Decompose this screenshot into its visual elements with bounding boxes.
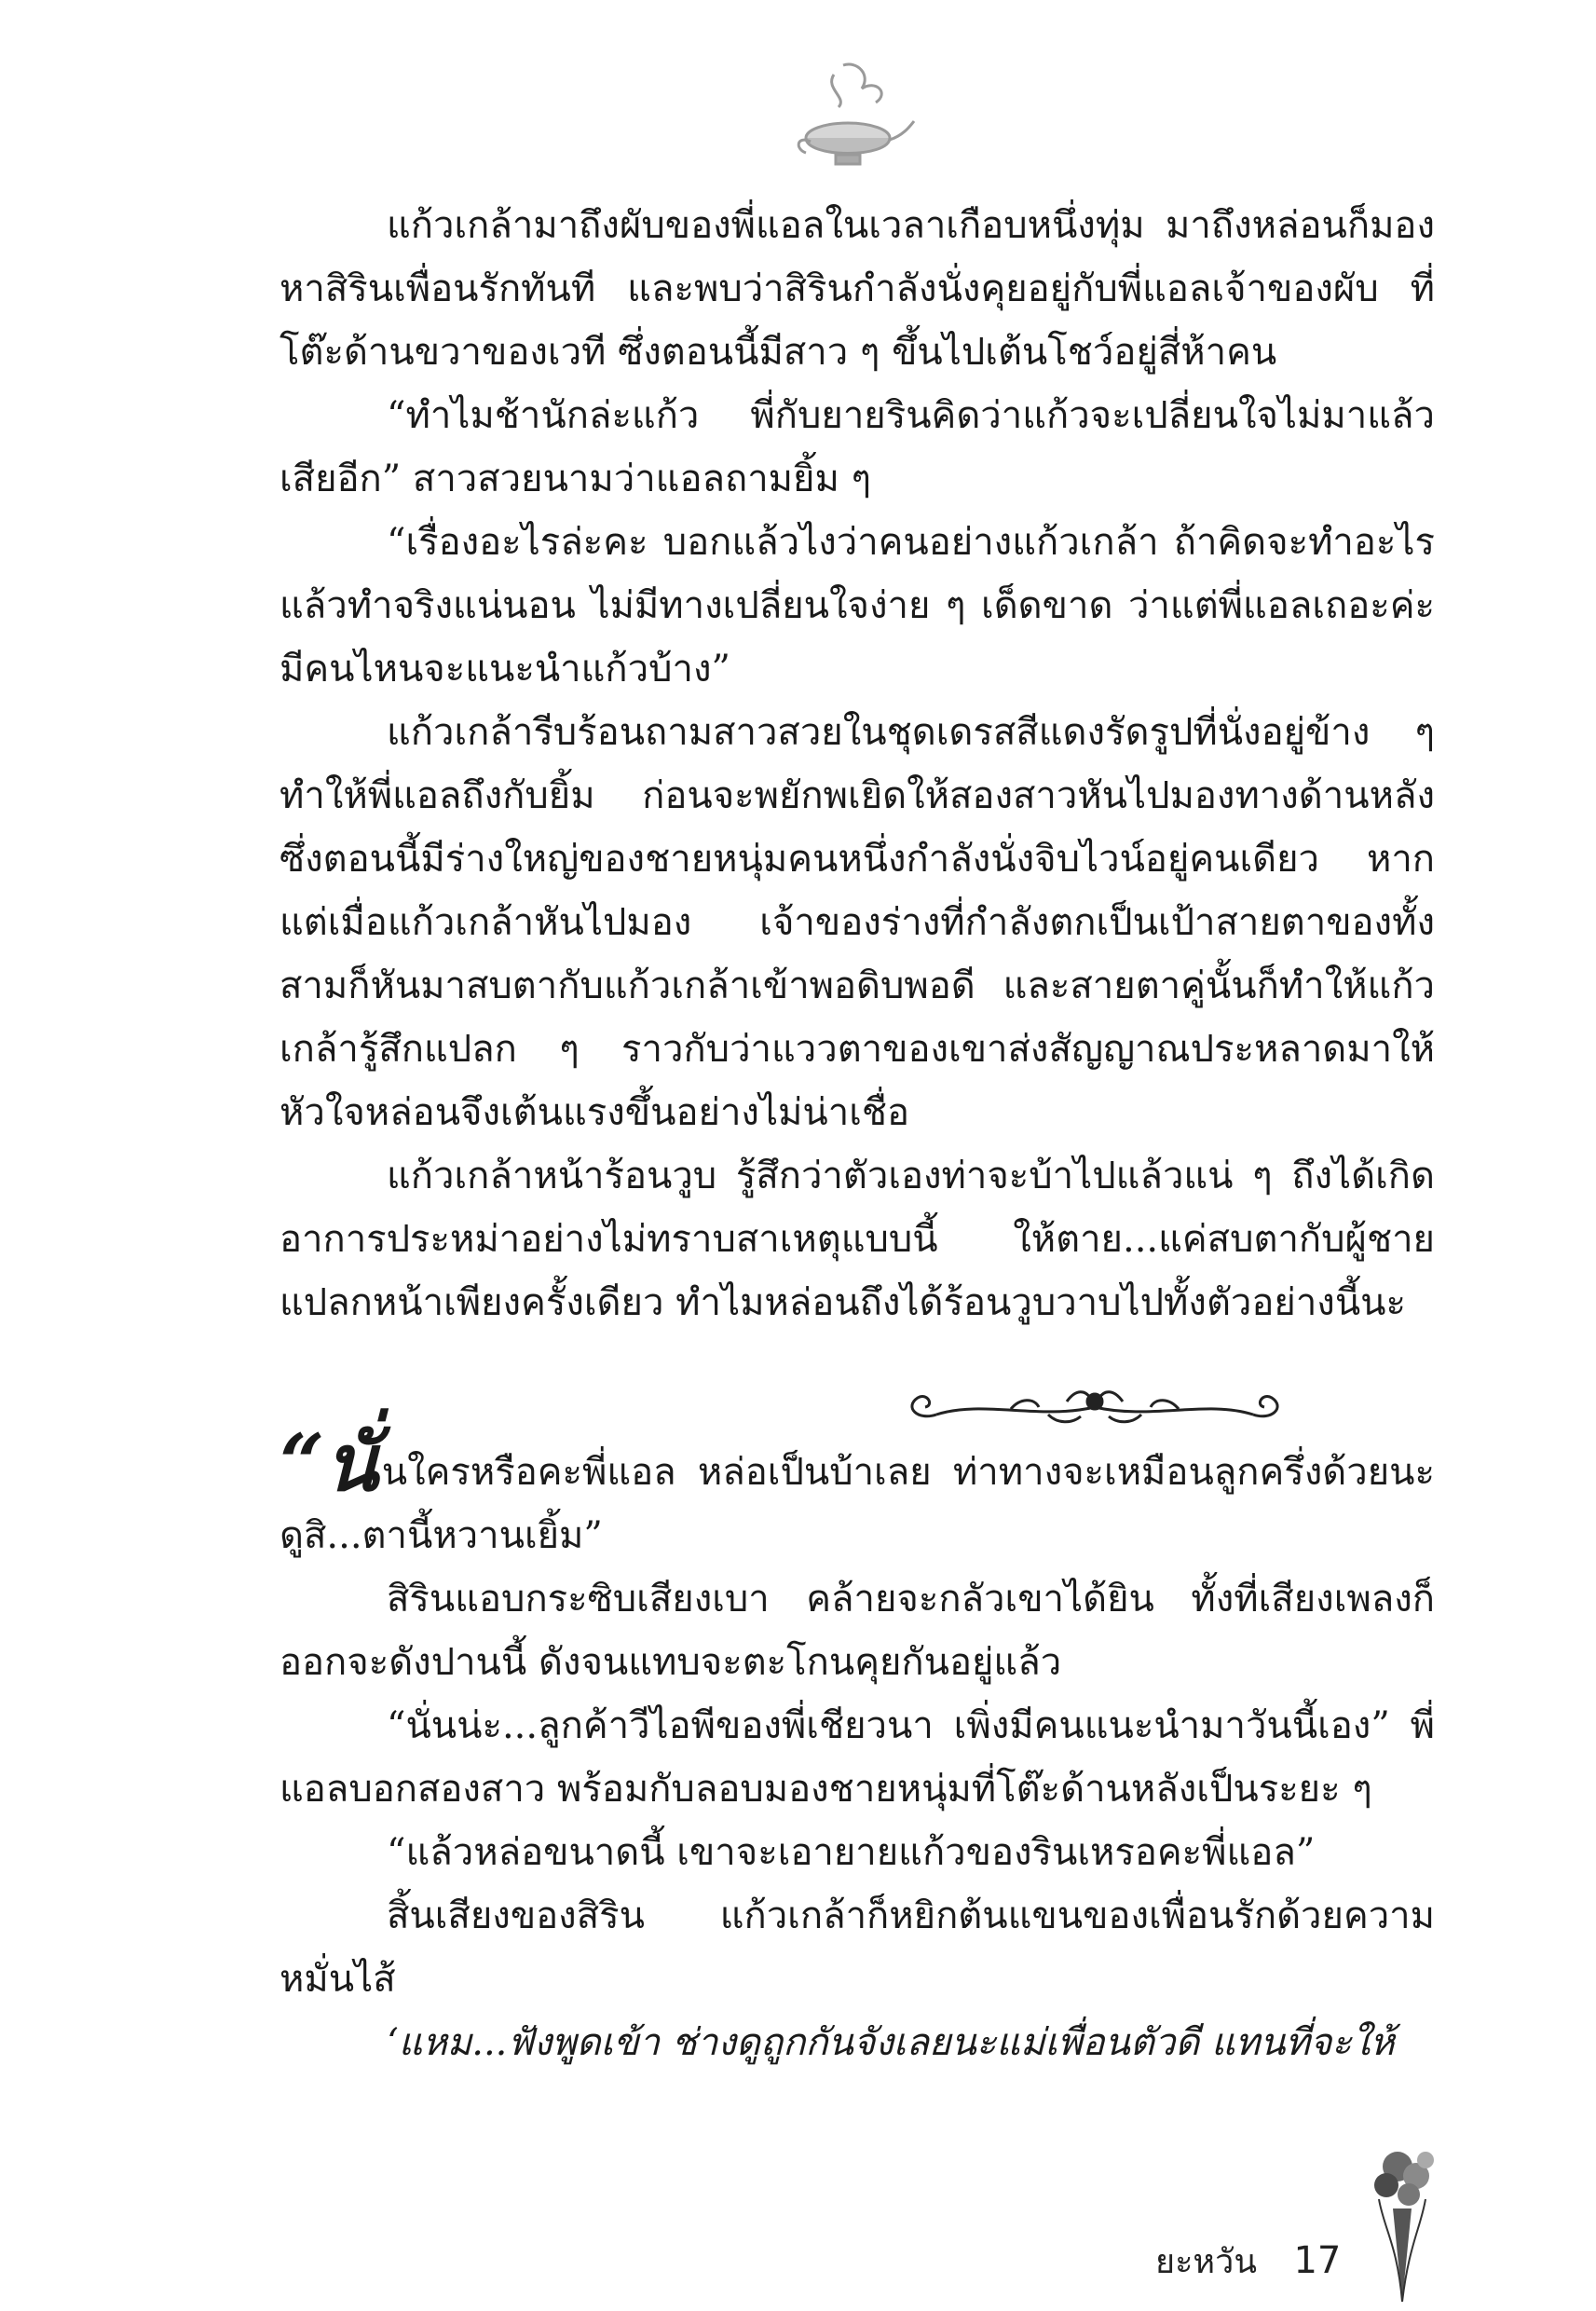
paragraph: แก้วเกล้ารีบร้อนถามสาวสวยในชุดเดรสสีแดงรัดรูปที่นั่งอยู่ข้าง ๆ ทำให้พี่แอลถึงกับยิ้ม ก่อนจะพยักพเยิดให้สองสาวหันไปมองทางด้านหลัง ซึ่งตอนนี้มีร่างใหญ่ของชายหนุ่มคนหนึ่งกำลังนั่งจิบไวน์อยู่คนเดียว หากแต่เมื่อแก้วเกล้าหันไปมอง เจ้าของร่างที่กำลังตกเป็นเป้าสายตาของทั้งสามก็หันมาสบตากับแก้วเกล้าเข้าพอดิบพอดี และสายตาคู่นั้นก็ทำให้แก้วเกล้ารู้สึกแปลก ๆ ราวกับว่าแววตาของเขาส่งสัญญาณประหลาดมาให้ หัวใจหล่อนจึงเต้นแรงขึ้นอย่างไม่น่าเชื่อ (280, 711, 1435, 1134)
paragraph-italic: ‘แหม...ฟังพูดเข้า ช่างดูถูกกันจังเลยนะแม่เพื่อนตัวดี แทนที่จะให้ (387, 2021, 1395, 2064)
page-number: 17 (1293, 2239, 1342, 2282)
paragraph: “แล้วหล่อขนาดนี้ เขาจะเอายายแก้วของรินเหรอคะพี่แอล” (387, 1831, 1316, 1874)
flower-bouquet-icon (1360, 2143, 1444, 2306)
paragraph: “นั่นน่ะ...ลูกค้าวีไอพีของพี่เชียวนา เพิ่งมีคนแนะนำมาวันนี้เอง” พี่แอลบอกสองสาว พร้อมกับลอบมองชายหนุ่มที่โต๊ะด้านหลังเป็นระยะ ๆ (280, 1704, 1435, 1811)
paragraph: สิรินแอบกระซิบเสียงเบา คล้ายจะกลัวเขาได้ยิน ทั้งที่เสียงเพลงก็ออกจะดังปานนี้ ดังจนแทบจะตะโกนคุยกันอยู่แล้ว (280, 1578, 1435, 1684)
floral-scroll-divider-icon (899, 1379, 1290, 1435)
author-name: ยะหวัน (1155, 2243, 1257, 2281)
paragraph: “ทำไมช้านักล่ะแก้ว พี่กับยายรินคิดว่าแก้วจะเปลี่ยนใจไม่มาแล้วเสียอีก” สาวสวยนามว่าแอลถามยิ้ม ๆ (280, 394, 1435, 500)
paragraph: แก้วเกล้าหน้าร้อนวูบ รู้สึกว่าตัวเองท่าจะบ้าไปแล้วแน่ ๆ ถึงได้เกิดอาการประหม่าอย่างไม่ทราบสาเหตุแบบนี้ ให้ตาย...แค่สบตากับผู้ชายแปลกหน้าเพียงครั้งเดียว ทำไมหล่อนถึงได้ร้อนวูบวาบไปทั้งตัวอย่างนี้นะ (280, 1155, 1435, 1324)
drop-cap: “นั่ (280, 1416, 378, 1509)
paragraph: “เรื่องอะไรล่ะคะ บอกแล้วไงว่าคนอย่างแก้วเกล้า ถ้าคิดจะทำอะไรแล้วทำจริงแน่นอน ไม่มีทางเปลี่ยนใจง่าย ๆ เด็ดขาด ว่าแต่พี่แอลเถอะค่ะ มีคนไหนจะแนะนำแก้วบ้าง” (280, 521, 1435, 691)
genie-lamp-icon (787, 56, 918, 177)
body-text-section-2 (280, 1416, 1435, 2074)
page-footer (1155, 2235, 1341, 2288)
paragraph: สิ้นเสียงของสิริน แก้วเกล้าก็หยิกต้นแขนของเพื่อนรักด้วยความหมั่นไส้ (280, 1894, 1435, 2001)
paragraph-dropcap (280, 1416, 1435, 1567)
body-text-section-1 (280, 194, 1435, 1334)
paragraph-dropcap-rest: นใครหรือคะพี่แอล หล่อเป็นบ้าเลย ท่าทางจะเหมือนลูกครึ่งด้วยนะ ดูสิ...ตานี้หวานเยิ้ม” (280, 1451, 1435, 1557)
paragraph: แก้วเกล้ามาถึงผับของพี่แอลในเวลาเกือบหนึ่งทุ่ม มาถึงหล่อนก็มองหาสิรินเพื่อนรักทันที และพบว่าสิรินกำลังนั่งคุยอยู่กับพี่แอลเจ้าของผับ ที่โต๊ะด้านขวาของเวที ซึ่งตอนนี้มีสาว ๆ ขึ้นไปเต้นโชว์อยู่สี่ห้าคน (280, 204, 1435, 374)
